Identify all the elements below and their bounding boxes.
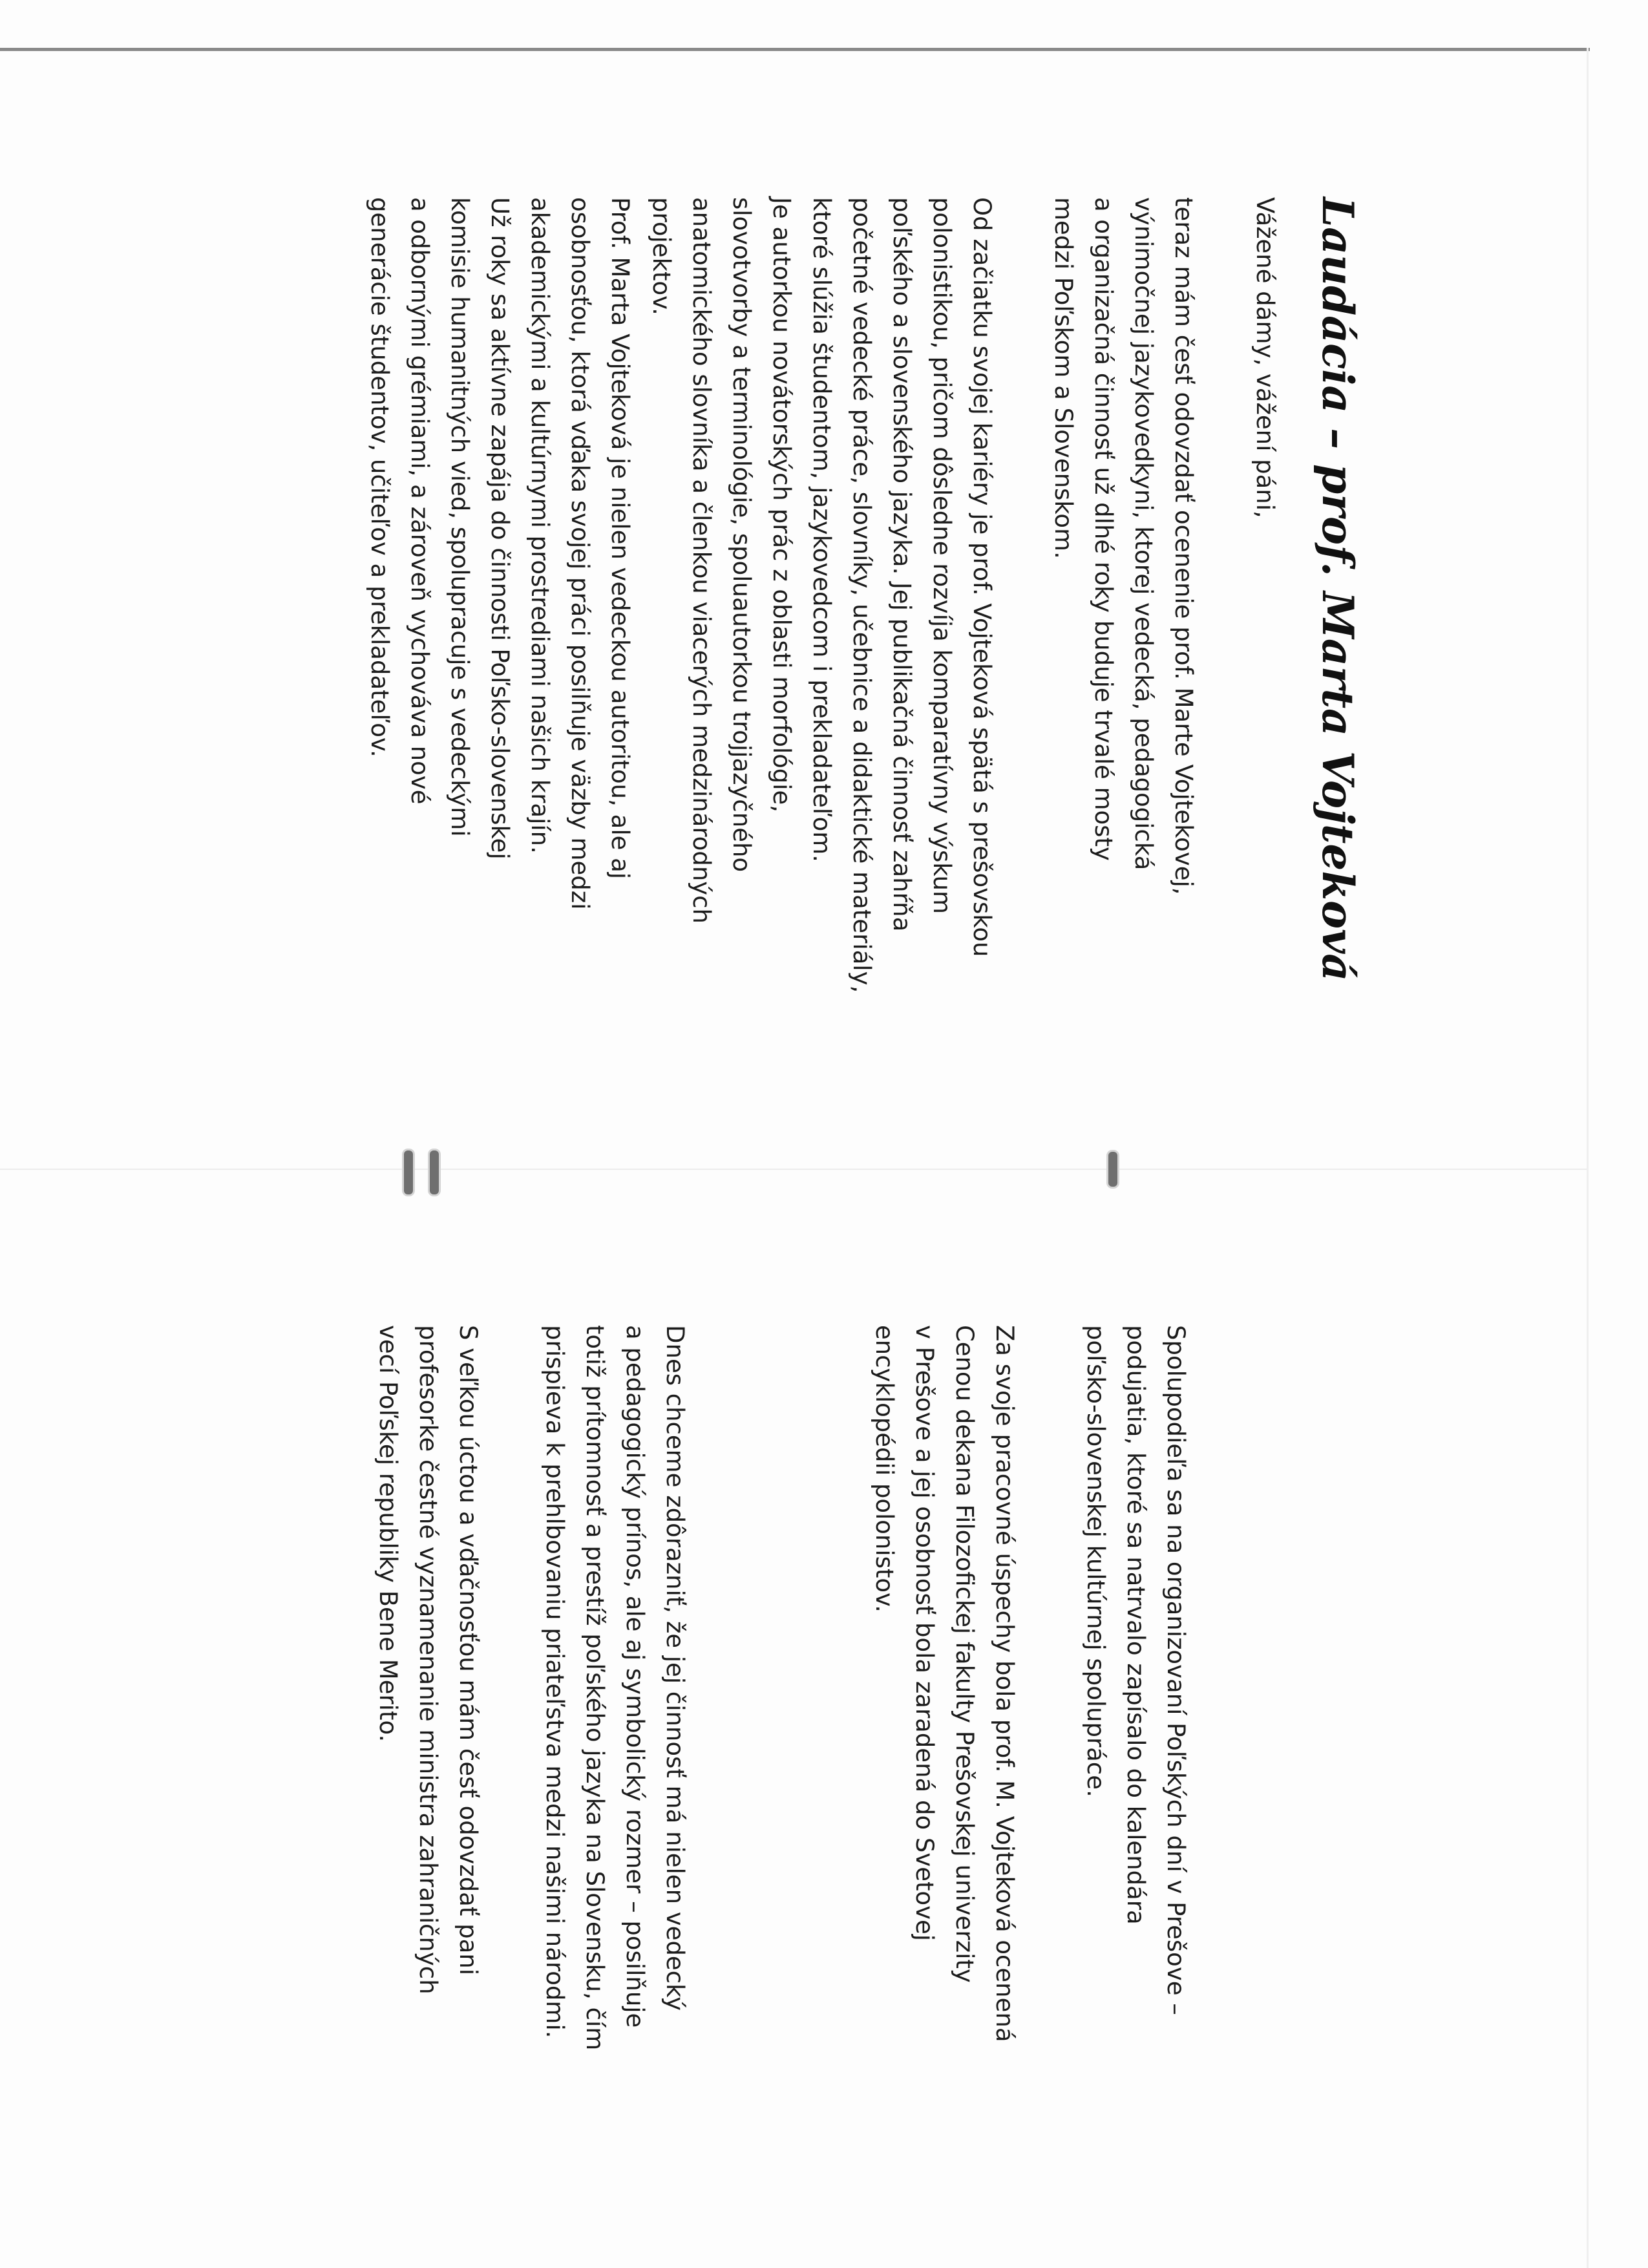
paragraph: Od začiatku svojej kariéry je prof. Vojteková spätá s prešovskou polonistikou, pričom dôsledne rozvíja komparatívny výskum poľského a slovenského jazyka. Jej publikačná činnosť zahŕňa početné vedecké práce, slovníky, učebnice a didaktické materiály, ktoré slúžia študentom, jazykovedcom i prekladateľom. Je autorkou novátorských prác z oblasti morfológie, slovotvorby a terminológie, spoluautorkou trojjazyčného anatomického slovníka a členkou viacerých medzinárodných projektov. <box>648 197 996 993</box>
paragraph: Prof. Marta Vojteková je nielen vedeckou autoritou, ale aj osobnosťou, ktorá vďaka svojej práci posilňuje väzby medzi akademickými a kultúrnymi prostrediami našich krajín. Už roky sa aktívne zapája do činnosti Poľsko-slovenskej komisie humanitných vied, spolupracuje s vedeckými a odbornými grémiami, a zároveň vychováva nové generácie študentov, učiteľov a prekladateľov. <box>366 197 634 910</box>
paragraph: S veľkou úctou a vďačnosťou mám česť odovzdať pani profesorke čestné vyznamenanie ministra zahraničných vecí Poľskej republiky Bene Merito. <box>374 1325 482 1995</box>
paragraph: teraz mám česť odovzdať ocenenie prof. Marte Vojtekovej, výnimočnej jazykovedkyni, ktorej vedecká, pedagogická a organizačná činnosť už dlhé roky buduje trvalé mosty medzi Poľskom a Slovenskom. <box>1050 197 1198 895</box>
document-title: Laudácia – prof. Marta Vojteková <box>1313 197 1363 982</box>
paragraph: Dnes chceme zdôrazniť, že jej činnosť má nielen vedecký a pedagogický prínos, ale aj symbolický rozmer – posilňuje totiž prítomnosť a prestíž poľského jazyka na Slovensku, čím prispieva k prehlbovaniu priateľstva medzi našimi národmi. <box>541 1325 689 2051</box>
greeting: Vážené dámy, vážení páni, <box>1251 197 1279 518</box>
paragraph: Za svoje pracovné úspechy bola prof. M. Vojteková ocenená Cenou dekana Filozofickej fakulty Prešovskej univerzity v Prešove a jej osobnosť bola zaradená do Svetovej encyklopédii polonistov. <box>871 1325 1019 2042</box>
paragraph: Spolupodieľa sa na organizovaní Poľských dní v Prešove – podujatia, ktoré sa natrvalo zapísalo do kalendára poľsko-slovenskej kultúrnej spolupráce. <box>1082 1325 1190 2015</box>
